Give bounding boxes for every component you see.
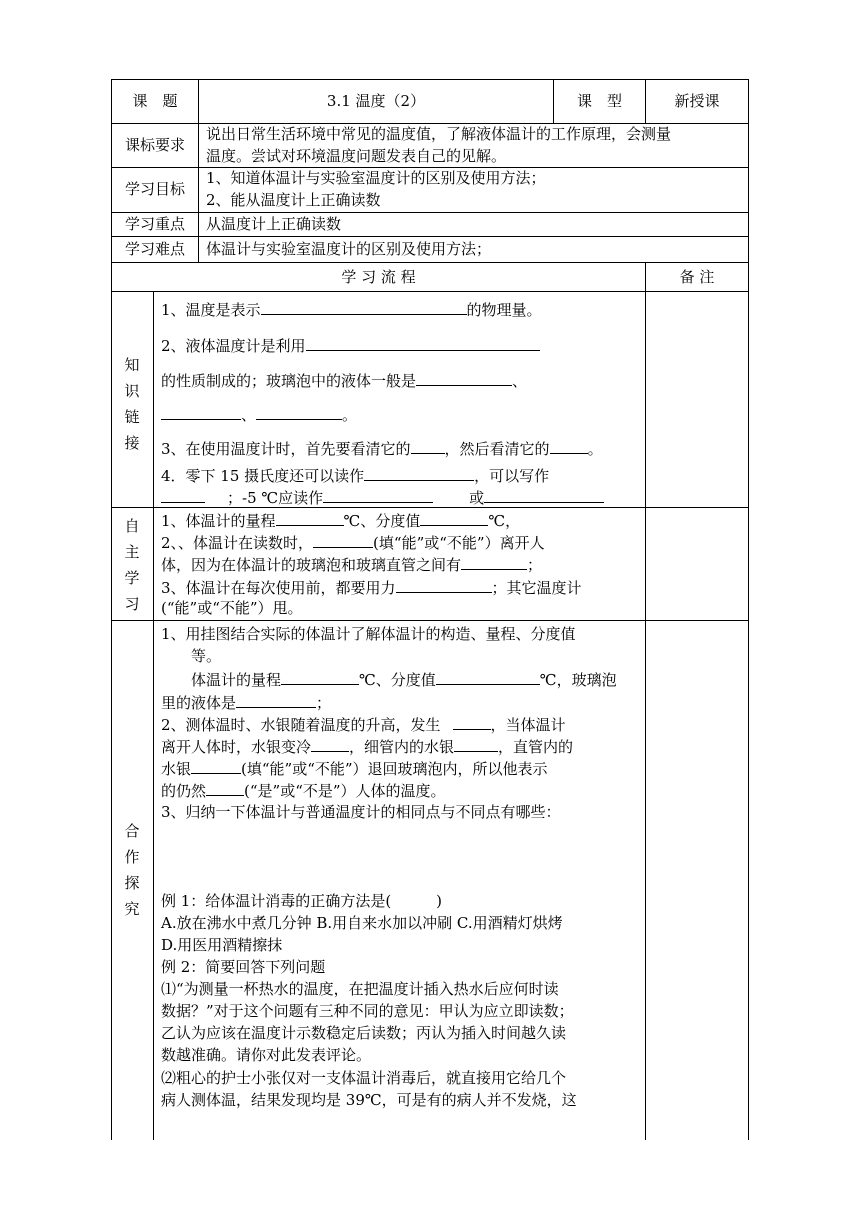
blank[interactable]	[236, 691, 316, 708]
self-study-label-char: 学	[124, 569, 140, 587]
knowledge-q2-line-1: 2、液体温度计是利用	[161, 334, 540, 357]
row-divider	[111, 212, 749, 213]
self-study-q3-line-1: 3、体温计在每次使用前，都要用力 ；其它温度计	[161, 576, 582, 599]
example-1-option-d: D.用医用酒精擦抹	[161, 936, 283, 954]
blank[interactable]	[313, 531, 373, 548]
example-2-q2-line-1: ⑵粗心的护士小张仅对一支体温计消毒后，就直接用它给几个	[161, 1069, 567, 1087]
blank[interactable]	[206, 779, 244, 796]
blank[interactable]	[323, 486, 433, 503]
blank[interactable]	[256, 403, 342, 420]
example-2-q1-line-2: 数据？”对于这个问题有三种不同的意见：甲认为应立即读数；	[161, 1002, 574, 1020]
blank[interactable]	[191, 757, 241, 774]
col-divider-notes	[645, 263, 646, 1140]
cooperate-label-char: 究	[124, 900, 140, 918]
table-border-right	[748, 79, 749, 1140]
blank[interactable]	[261, 298, 467, 315]
self-study-q3-line-2: (“能”或“不能”）甩。	[161, 599, 303, 617]
row-divider	[111, 262, 749, 263]
blank[interactable]	[411, 437, 445, 454]
example-1-question: 例 1：给体温计消毒的正确方法是( )	[161, 892, 443, 910]
cooperate-p6: 水银 (填“能”或“不能”）退回玻璃泡内，所以他表示	[161, 757, 548, 780]
blank[interactable]	[416, 369, 512, 386]
knowledge-label-char: 接	[124, 434, 140, 452]
cooperate-label-char: 合	[124, 822, 140, 840]
knowledge-label-char: 知	[124, 356, 140, 374]
blank[interactable]	[364, 464, 474, 481]
curriculum-requirement-line-2: 温度。尝试对环境温度问题发表自己的见解。	[206, 147, 507, 165]
knowledge-q4-line-2: ；-5 ℃应读作 或	[161, 486, 604, 509]
cooperate-p5: 离开人体时，水银变冷 ，细管内的水银 ，直管内的	[161, 735, 573, 758]
knowledge-q2-line-2: 的性质制成的；玻璃泡中的液体一般是 、	[161, 369, 527, 392]
blank[interactable]	[311, 735, 349, 752]
cooperate-p4: 2、测体温时、水银随着温度的升高，发生 ，当体温计	[161, 713, 566, 736]
topic-value: 3.1 温度（2）	[326, 92, 426, 110]
key-point-text: 从温度计上正确读数	[206, 215, 342, 233]
blank[interactable]	[276, 509, 344, 526]
curriculum-requirement-line-1: 说出日常生活环境中常见的温度值，了解液体温计的工作原理，会测量	[206, 125, 672, 143]
notes-header: 备 注	[679, 268, 715, 286]
self-study-q2-line-1: 2、、体温计在读数时， (填“能”或“不能”）离开人	[161, 531, 545, 554]
row-divider	[111, 236, 749, 237]
example-2-q1-line-4: 数越准确。请你对此发表评论。	[161, 1046, 372, 1064]
self-study-label-char: 主	[124, 543, 140, 561]
row-divider	[111, 291, 749, 292]
knowledge-q4-line-1: 4．零下 15 摄氏度还可以读作 ，可以写作	[161, 464, 549, 487]
self-study-q1: 1、体温计的量程 ℃、分度值 ℃，	[161, 509, 520, 532]
self-study-label-char: 自	[124, 517, 140, 535]
col-divider-section	[153, 291, 154, 1140]
example-2-q1-line-3: 乙认为应该在温度计示数稳定后读数；丙认为插入时间越久读	[161, 1024, 567, 1042]
difficulty-label: 学习难点	[124, 240, 185, 258]
example-2-q1-line-1: ⑴“为测量一杯热水的温度，在把温度计插入热水后应何时读	[161, 980, 559, 998]
blank[interactable]	[420, 509, 488, 526]
cooperate-p8: 3、归纳一下体温计与普通温度计的相同点与不同点有哪些：	[161, 803, 561, 821]
blank[interactable]	[453, 713, 491, 730]
blank[interactable]	[396, 576, 492, 593]
knowledge-q3: 3、在使用温度计时，首先要看清它的 ，然后看清它的 。	[161, 437, 603, 460]
example-1-options: A.放在沸水中煮几分钟 B.用自来水加以冲刷 C.用酒精灯烘烤	[161, 914, 563, 932]
topic-label: 课 题	[132, 92, 178, 110]
knowledge-label-char: 链	[124, 408, 140, 426]
cooperate-p2: 体温计的量程 ℃、分度值 ℃，玻璃泡	[191, 668, 617, 691]
blank[interactable]	[281, 668, 359, 685]
row-divider	[111, 620, 749, 621]
cooperate-label-char: 探	[124, 874, 140, 892]
blank[interactable]	[161, 486, 205, 503]
type-label: 课 型	[576, 92, 622, 110]
learning-flow-header: 学 习 流 程	[341, 268, 416, 286]
blank[interactable]	[436, 668, 540, 685]
learning-objective-line-2: 2、能从温度计上正确读数	[206, 191, 381, 209]
table-border-top	[111, 79, 749, 80]
blank[interactable]	[161, 403, 241, 420]
knowledge-q2-line-3: 、 。	[161, 403, 357, 426]
difficulty-text: 体温计与实验室温度计的区别及使用方法；	[206, 240, 492, 258]
cooperate-label-char: 作	[124, 848, 140, 866]
example-2-title: 例 2：简要回答下列问题	[161, 958, 326, 976]
knowledge-q1: 1、温度是表示 的物理量。	[161, 298, 542, 321]
example-2-q2-line-2: 病人测体温，结果发现均是 39℃，可是有的病人并不发烧，这	[161, 1091, 577, 1109]
key-point-label: 学习重点	[124, 215, 185, 233]
blank[interactable]	[454, 735, 498, 752]
knowledge-label-char: 识	[124, 382, 140, 400]
type-value: 新授课	[674, 92, 720, 110]
cooperate-p3: 里的液体是 ；	[161, 691, 331, 714]
cooperate-p7: 的仍然 (“是”或“不是”）人体的温度。	[161, 779, 446, 802]
curriculum-requirement-label: 课标要求	[124, 136, 185, 154]
self-study-q2-line-2: 体，因为在体温计的玻璃泡和玻璃直管之间有 ；	[161, 553, 542, 576]
blank[interactable]	[484, 486, 604, 503]
blank[interactable]	[550, 437, 588, 454]
blank[interactable]	[306, 334, 540, 351]
cooperate-p1: 1、用挂图结合实际的体温计了解体温计的构造、量程、分度值	[161, 625, 576, 643]
blank[interactable]	[461, 553, 527, 570]
cooperate-p1b: 等。	[191, 647, 222, 665]
learning-objective-label: 学习目标	[124, 180, 185, 198]
learning-objective-line-1: 1、知道体温计与实验室温度计的区别及使用方法；	[206, 169, 546, 187]
self-study-label-char: 习	[124, 595, 140, 613]
